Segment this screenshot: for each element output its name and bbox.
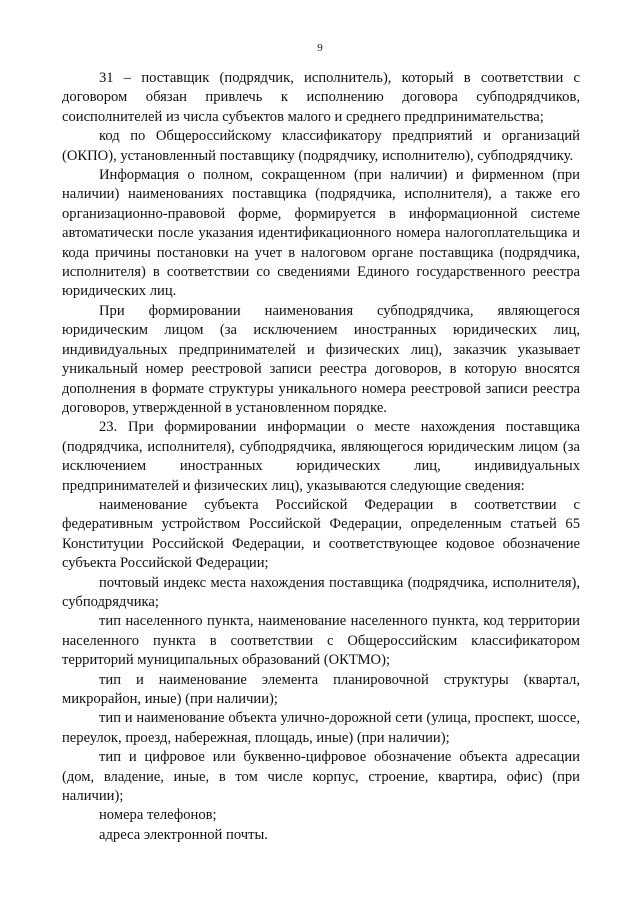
list-item-email-addresses: адреса электронной почты. <box>99 826 268 843</box>
document-body <box>62 69 580 845</box>
list-item-street-network: тип и наименование объекта улично-дорожной сети (улица, проспект, шоссе, переулок, проезд, набережная, площадь, иные) (при наличии); <box>62 710 580 746</box>
page-number: 9 <box>317 42 323 54</box>
list-item-address-object: тип и цифровое или буквенно-цифровое обозначение объекта адресации (дом, владение, иные, в том числе корпус, строение, квартира, офис) (при наличии); <box>62 749 580 805</box>
paragraph-31-supplier: 31 – поставщик (подрядчик, исполнитель), который в соответствии с договором обязан привлечь к исполнению договора субподрядчиков, соисполнителей из числа субъектов малого и среднего предпринимательства; <box>62 70 580 125</box>
paragraph-23-location: 23. При формировании информации о месте нахождения поставщика (подрядчика, исполнителя), субподрядчика, являющегося юридическим лицом (за исключением иностранных юридических лиц, индивидуальных предпринимателей и физических лиц), указываются следующие сведения: <box>62 419 580 494</box>
list-item-settlement: тип населенного пункта, наименование населенного пункта, код территории населенного пункта в соответствии с Общероссийским классификатором территорий муниципальных образований (ОКТМО); <box>62 613 580 669</box>
paragraph-subcontractor-name: При формировании наименования субподрядчика, являющегося юридическим лицом (за исключением иностранных юридических лиц, индивидуальных предпринимателей и физических лиц), заказчик указывает уникальный номер реестровой записи реестра договоров, в которую вносятся дополнения в формате структуры уникального номера реестровой записи реестра договоров, утвержденной в установленном порядке. <box>62 302 580 416</box>
list-item-phone-numbers: номера телефонов; <box>99 807 217 824</box>
list-item-federation-subject: наименование субъекта Российской Федерации в соответствии с федеративным устройством Российской Федерации, определенным статьей 65 Конституции Российской Федерации, и соответствующее кодовое обозначение субъекта Российской Федерации; <box>62 496 580 572</box>
list-item-planning-structure: тип и наименование элемента планировочной структуры (квартал, микрорайон, иные) (при наличии); <box>62 671 580 707</box>
paragraph-supplier-names-info: Информация о полном, сокращенном (при наличии) и фирменном (при наличии) наименованиях поставщика (подрядчика, исполнителя), а также его организационно-правовой форме, формируется в информационной системе автоматически после указания идентификационного номера налогоплательщика и кода причины постановки на учет в налоговом органе поставщика (подрядчика, исполнителя) в соответствии со сведениями Единого государственного реестра юридических лиц. <box>62 167 580 300</box>
paragraph-okpo-code: код по Общероссийскому классификатору предприятий и организаций (ОКПО), установленный поставщику (подрядчику, исполнителю), субподрядчику. <box>62 128 580 164</box>
list-item-postal-index: почтовый индекс места нахождения поставщика (подрядчика, исполнителя), субподрядчика; <box>62 574 580 610</box>
